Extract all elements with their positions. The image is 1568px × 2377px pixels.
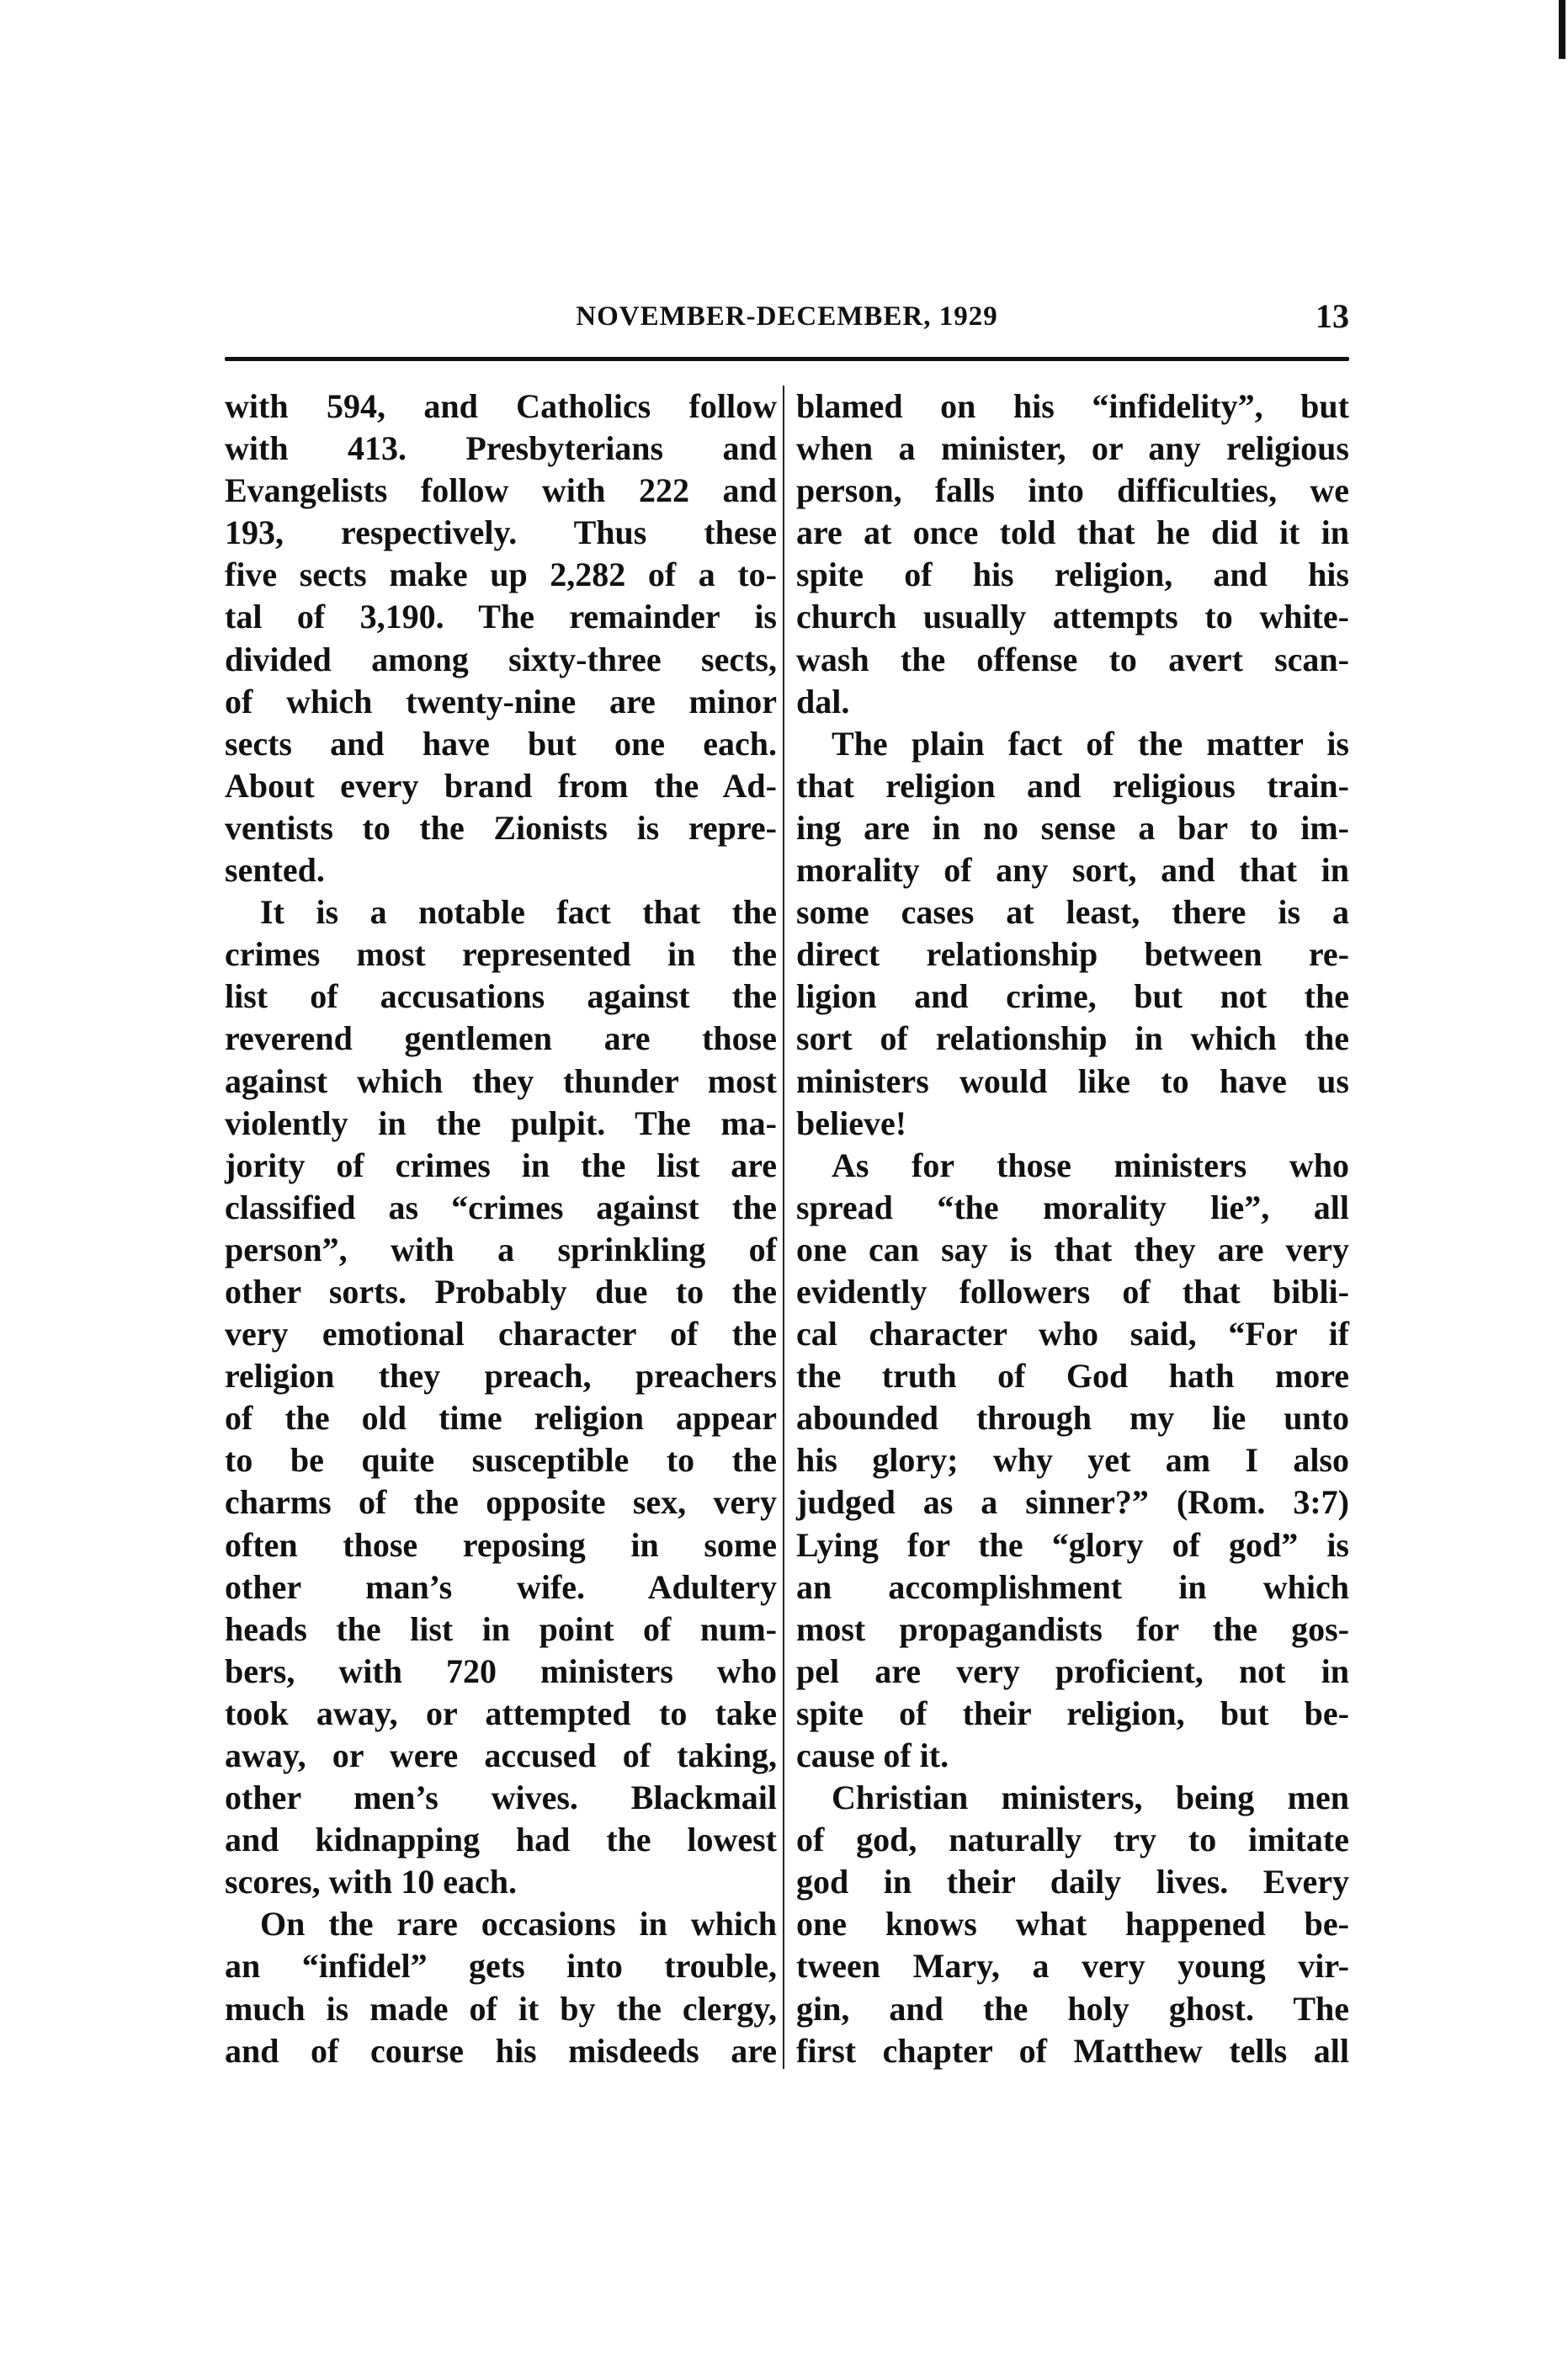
text-line: crimes most represented in the — [225, 935, 777, 974]
text-line: an “infidel” gets into trouble, — [225, 1947, 777, 1986]
text-line: five sects make up 2,282 of a to- — [225, 556, 777, 594]
page-number: 13 — [1316, 297, 1349, 335]
text-line: are at once told that he did it in — [796, 513, 1349, 552]
text-line: often those reposing in some — [225, 1525, 777, 1564]
text-line: ligion and crime, but not the — [796, 977, 1349, 1016]
text-line: dal. — [796, 682, 850, 721]
text-line: On the rare occasions in which — [260, 1905, 777, 1944]
text-line: divided among sixty-three sects, — [225, 640, 777, 678]
paragraph — [796, 1145, 1349, 1777]
paragraph — [796, 386, 1349, 723]
text-line: classified as “crimes against the — [225, 1188, 777, 1226]
text-line: other man’s wife. Adultery — [225, 1567, 777, 1606]
text-line: About every brand from the Ad- — [225, 766, 777, 805]
text-line: jority of crimes in the list are — [225, 1146, 777, 1184]
text-line: cause of it. — [796, 1736, 949, 1774]
text-line: against which they thunder most — [225, 1061, 777, 1100]
text-line: spite of their religion, but be- — [796, 1694, 1349, 1732]
paragraph — [796, 1777, 1349, 2072]
text-line: much is made of it by the clergy, — [225, 1989, 777, 2028]
paragraph — [225, 1903, 777, 2071]
left-column — [225, 386, 777, 2072]
text-line: person, falls into difficulties, we — [796, 471, 1349, 510]
paragraph — [225, 386, 777, 891]
text-line: Evangelists follow with 222 and — [225, 471, 777, 510]
text-line: an accomplishment in which — [796, 1567, 1349, 1606]
text-line: blamed on his “infidelity”, but — [796, 387, 1349, 425]
text-line: 193, respectively. Thus these — [225, 513, 777, 552]
text-line: first chapter of Matthew tells all — [796, 2031, 1349, 2070]
text-line: ventists to the Zionists is repre- — [225, 808, 777, 847]
text-line: one can say is that they are very — [796, 1230, 1349, 1268]
text-line: person”, with a sprinkling of — [225, 1230, 777, 1268]
text-line: when a minister, or any religious — [796, 429, 1349, 468]
text-line: believe! — [796, 1103, 907, 1142]
text-line: spite of his religion, and his — [796, 556, 1349, 594]
text-line: ing are in no sense a bar to im- — [796, 808, 1349, 847]
text-line: tal of 3,190. The remainder is — [225, 598, 777, 636]
text-line: abounded through my lie unto — [796, 1399, 1349, 1438]
text-line: to be quite susceptible to the — [225, 1441, 777, 1480]
text-line: direct relationship between re- — [796, 935, 1349, 974]
text-line: scores, with 10 each. — [225, 1863, 517, 1901]
text-line: heads the list in point of num- — [225, 1609, 777, 1648]
text-line: Christian ministers, being men — [832, 1779, 1349, 1817]
text-line: of the old time religion appear — [225, 1399, 777, 1438]
text-line: away, or were accused of taking, — [225, 1736, 777, 1774]
text-line: other sorts. Probably due to the — [225, 1272, 777, 1311]
text-line: with 413. Presbyterians and — [225, 429, 777, 468]
text-line: god in their daily lives. Every — [796, 1863, 1349, 1901]
right-column — [796, 386, 1349, 2072]
text-line: list of accusations against the — [225, 977, 777, 1016]
text-line: took away, or attempted to take — [225, 1694, 777, 1732]
text-line: sects and have but one each. — [225, 724, 777, 763]
text-line: religion they preach, preachers — [225, 1357, 777, 1396]
issue-date: NOVEMBER-DECEMBER, 1929 — [576, 301, 998, 332]
text-line: cal character who said, “For if — [796, 1315, 1349, 1353]
text-line: most propagandists for the gos- — [796, 1609, 1349, 1648]
text-line: his glory; why yet am I also — [796, 1441, 1349, 1480]
text-line: ministers would like to have us — [796, 1061, 1349, 1100]
text-line: reverend gentlemen are those — [225, 1019, 777, 1058]
text-line: charms of the opposite sex, very — [225, 1483, 777, 1522]
paragraph — [796, 723, 1349, 1145]
text-line: the truth of God hath more — [796, 1357, 1349, 1396]
text-line: and of course his misdeeds are — [225, 2031, 777, 2070]
text-line: that religion and religious train- — [796, 766, 1349, 805]
paragraph — [225, 891, 777, 1903]
text-line: of which twenty-nine are minor — [225, 682, 777, 721]
text-line: some cases at least, there is a — [796, 893, 1349, 932]
text-line: pel are very proficient, not in — [796, 1651, 1349, 1690]
text-line: church usually attempts to white- — [796, 598, 1349, 636]
text-line: judged as a sinner?” (Rom. 3:7) — [796, 1483, 1349, 1522]
text-line: other men’s wives. Blackmail — [225, 1779, 777, 1817]
text-line: bers, with 720 ministers who — [225, 1651, 777, 1690]
text-line: wash the offense to avert scan- — [796, 640, 1349, 678]
text-line: very emotional character of the — [225, 1315, 777, 1353]
text-line: Lying for the “glory of god” is — [796, 1525, 1349, 1564]
text-line: with 594, and Catholics follow — [225, 387, 777, 425]
text-line: morality of any sort, and that in — [796, 851, 1349, 890]
text-line: tween Mary, a very young vir- — [796, 1947, 1349, 1986]
text-line: spread “the morality lie”, all — [796, 1188, 1349, 1226]
header-rule — [225, 357, 1349, 361]
running-header — [225, 296, 1349, 338]
text-line: It is a notable fact that the — [260, 893, 777, 932]
text-line: and kidnapping had the lowest — [225, 1821, 777, 1859]
column-divider — [783, 386, 784, 2069]
text-line: sented. — [225, 851, 325, 890]
text-line: of god, naturally try to imitate — [796, 1821, 1349, 1859]
text-line: As for those ministers who — [832, 1146, 1349, 1184]
text-line: evidently followers of that bibli- — [796, 1272, 1349, 1311]
text-line: gin, and the holy ghost. The — [796, 1989, 1349, 2028]
text-line: The plain fact of the matter is — [832, 724, 1349, 763]
scan-edge-mark — [1559, 0, 1565, 59]
text-line: violently in the pulpit. The ma- — [225, 1103, 777, 1142]
text-line: sort of relationship in which the — [796, 1019, 1349, 1058]
text-line: one knows what happened be- — [796, 1905, 1349, 1944]
